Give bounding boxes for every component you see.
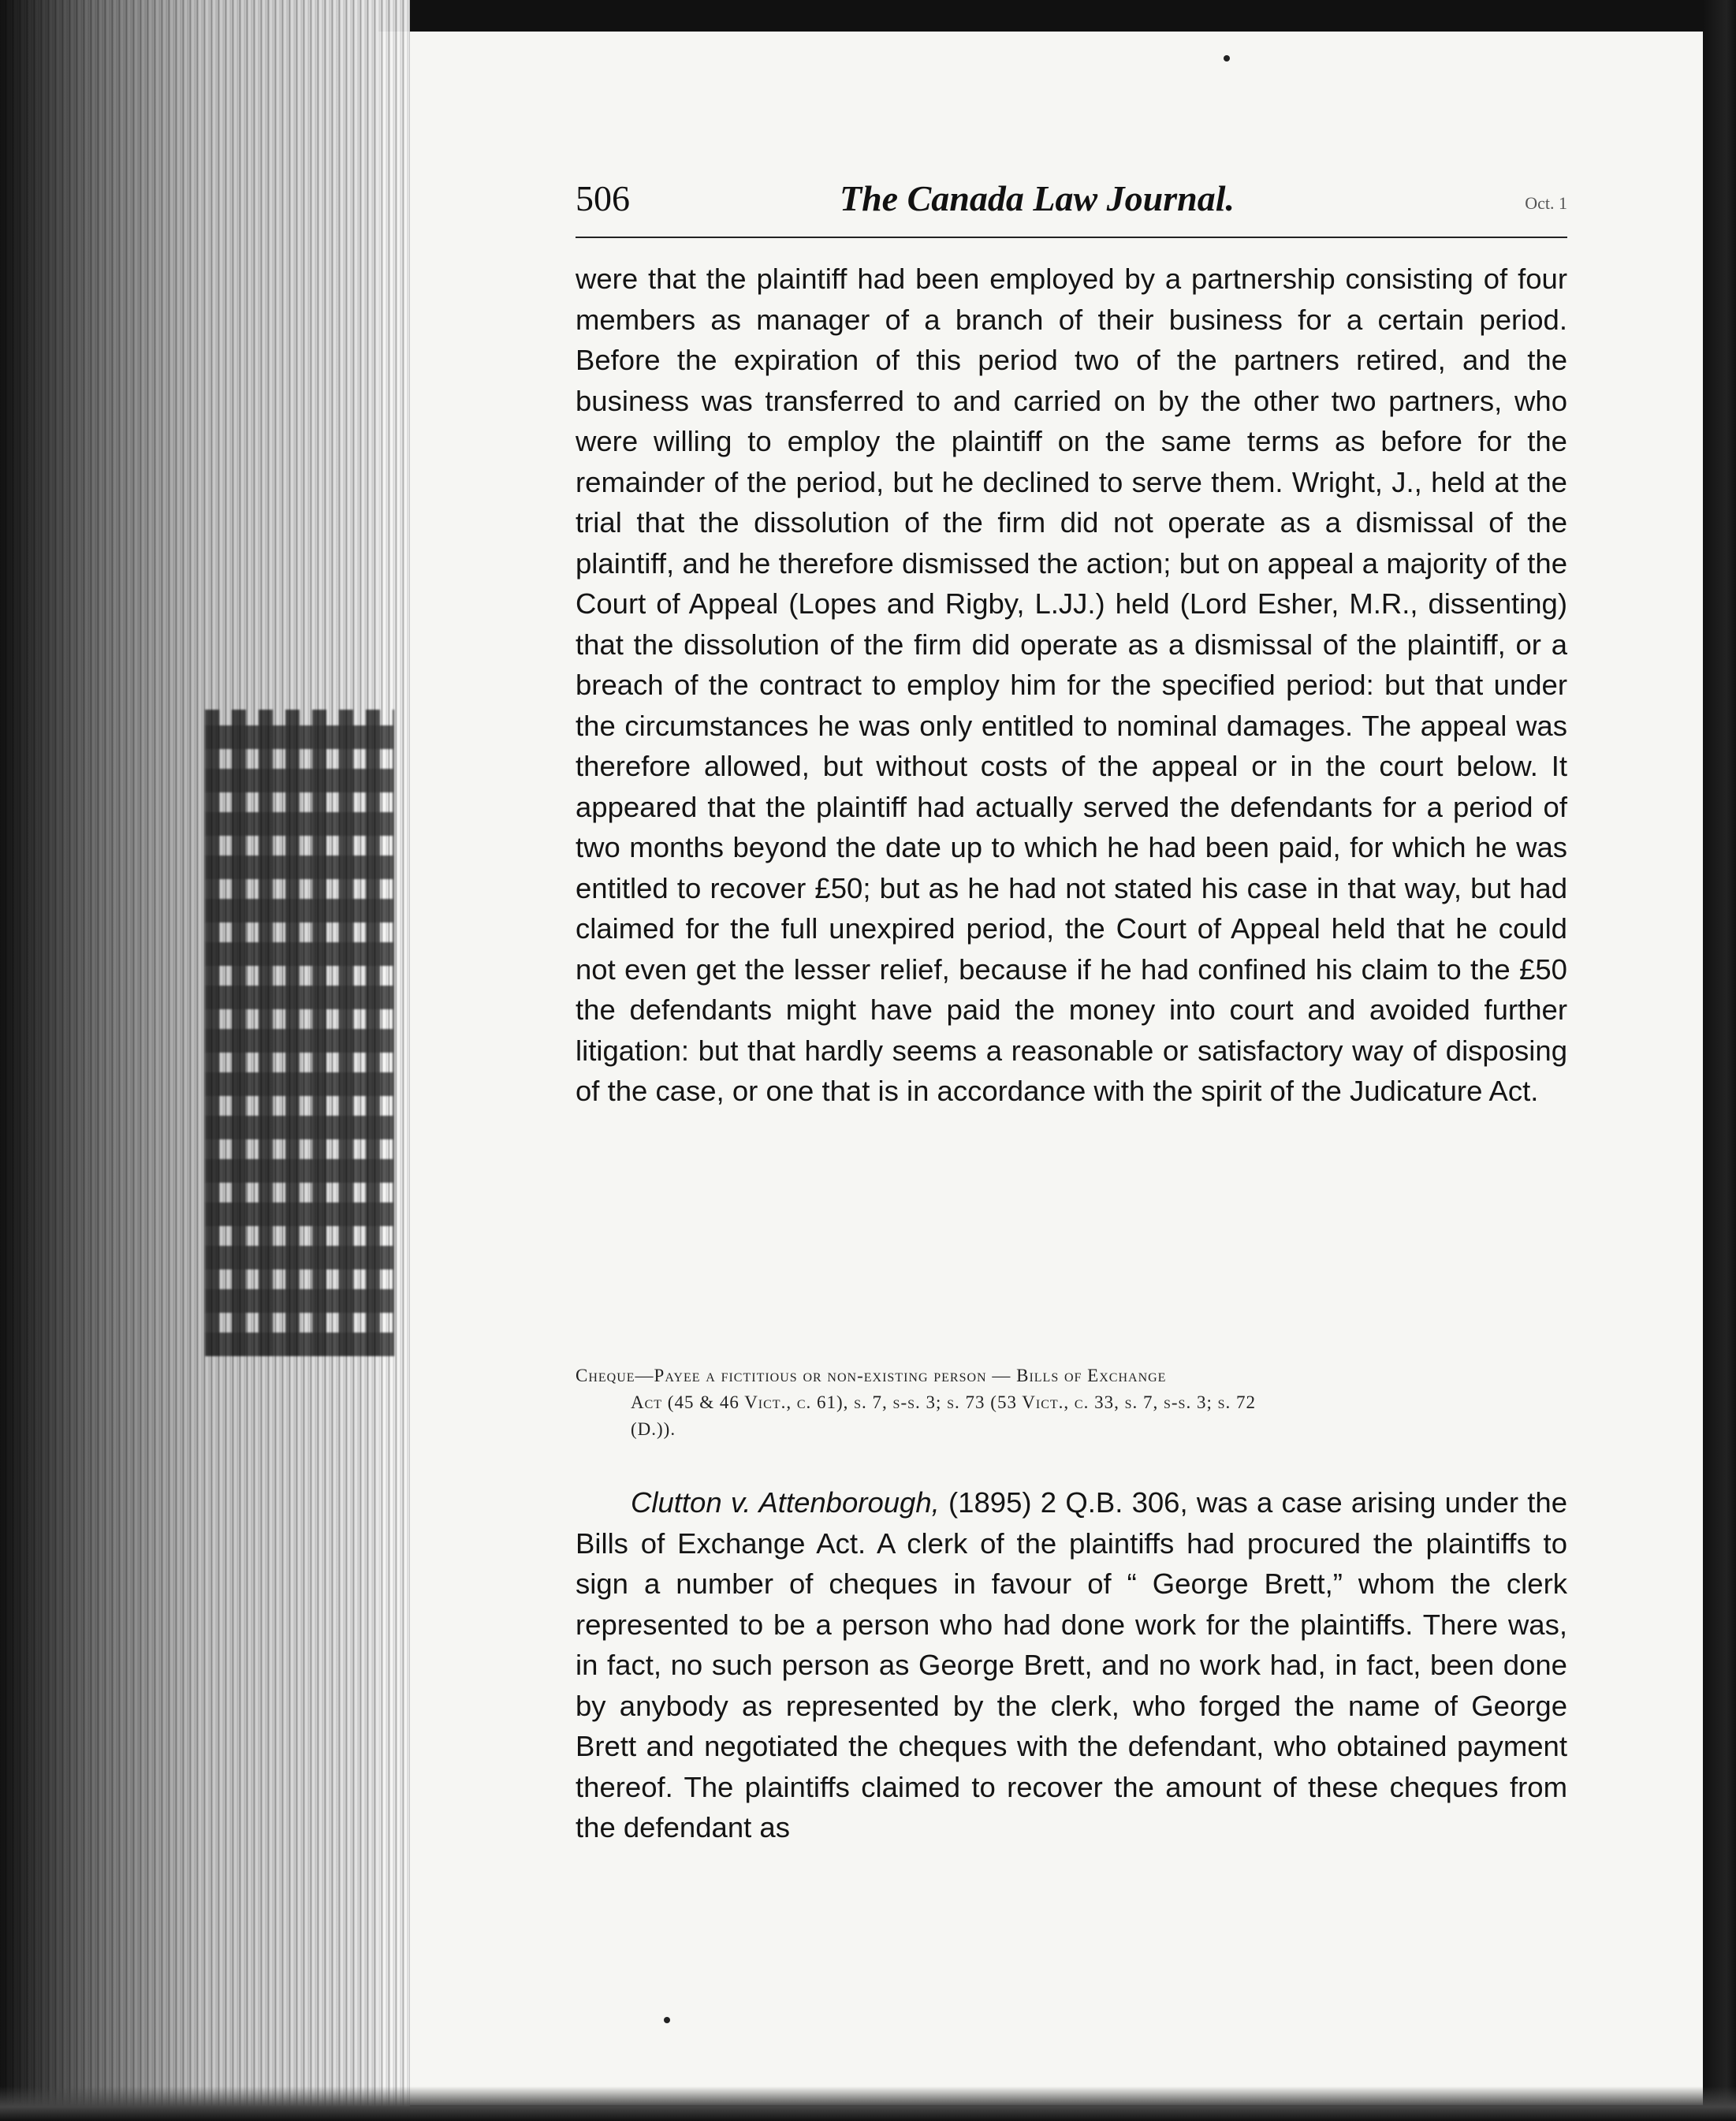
scan-bottom-edge [0, 2086, 1736, 2121]
header-rule [576, 237, 1567, 238]
scan-right-edge [1703, 0, 1736, 2121]
journal-title: The Canada Law Journal. [840, 178, 1235, 218]
case-name: Clutton v. Attenborough, [631, 1486, 940, 1519]
running-header [576, 177, 1567, 233]
speck-mark [1224, 55, 1230, 62]
bleed-through-marks [205, 710, 394, 1356]
body-text-block-2 [576, 1482, 1567, 1848]
paragraph-2 [576, 1482, 1567, 1848]
header-date: Oct. 1 [1525, 193, 1567, 213]
page-number: 506 [576, 178, 630, 218]
section-heading-line-2: Act (45 & 46 Vict., c. 61), s. 7, s-s. 3; s. 73 (53 Vict., c. 33, s. 7, s-s. 3; s. 72 [631, 1392, 1256, 1412]
section-heading-line-1: Cheque—Payee a fictitious or non-existing person — Bills of Exchange [576, 1366, 1167, 1385]
speck-mark [664, 2017, 670, 2023]
section-heading-line-3: (D.)). [631, 1419, 676, 1439]
paragraph-1: were that the plaintiff had been employed by a partnership consisting of four members as manager of a branch of their business for a certain period. Before the expiration of this period two of the partners retired, and the business was transferred to and carried on by the other two partners, who were willing to employ the plaintiff on the same terms as before for the remainder of the period, but he declined to serve them. Wright, J., held at the trial that the dissolution of the firm did not operate as a dismissal of the plaintiff, and he therefore dismissed the action; but on appeal a majority of the Court of Appeal (Lopes and Rigby, L.JJ.) held (Lord Esher, M.R., dissenting) that the dissolution of the firm did operate as a dismissal of the plaintiff, or a breach of the contract to employ him for the specified period: but that under the circumstances he was only entitled to nominal damages. The appeal was therefore allowed, but without costs of the appeal or in the court below. It appeared that the plaintiff had actually served the defendants for a period of two months beyond the date up to which he had been paid, for which he was entitled to recover £50; but as he had not stated his case in that way, but had claimed for the full unexpired period, the Court of Appeal held that he could not even get the lesser relief, because if he had confined his claim to the £50 the defendants might have paid the money into court and avoided further litigation: but that hardly seems a reasonable or satisfactory way of disposing of the case, or one that is in accordance with the spirit of the Judicature Act. [576, 263, 1567, 1107]
body-text-block-1 [576, 259, 1567, 1112]
paragraph-2-text: (1895) 2 Q.B. 306, was a case arising under the Bills of Exchange Act. A clerk of the plaintiffs had procured the plaintiffs to sign a number of cheques in favour of “ George Brett,” whom the clerk represented to be a person who had done work for the plaintiffs. There was, in fact, no such person as George Brett, and no work had, in fact, been done by anybody as represented by the clerk, who forged the name of George Brett and negotiated the cheques with the defendant, who obtained payment thereof. The plaintiffs claimed to recover the amount of these cheques from the defendant as [576, 1486, 1567, 1843]
section-heading [576, 1362, 1567, 1443]
